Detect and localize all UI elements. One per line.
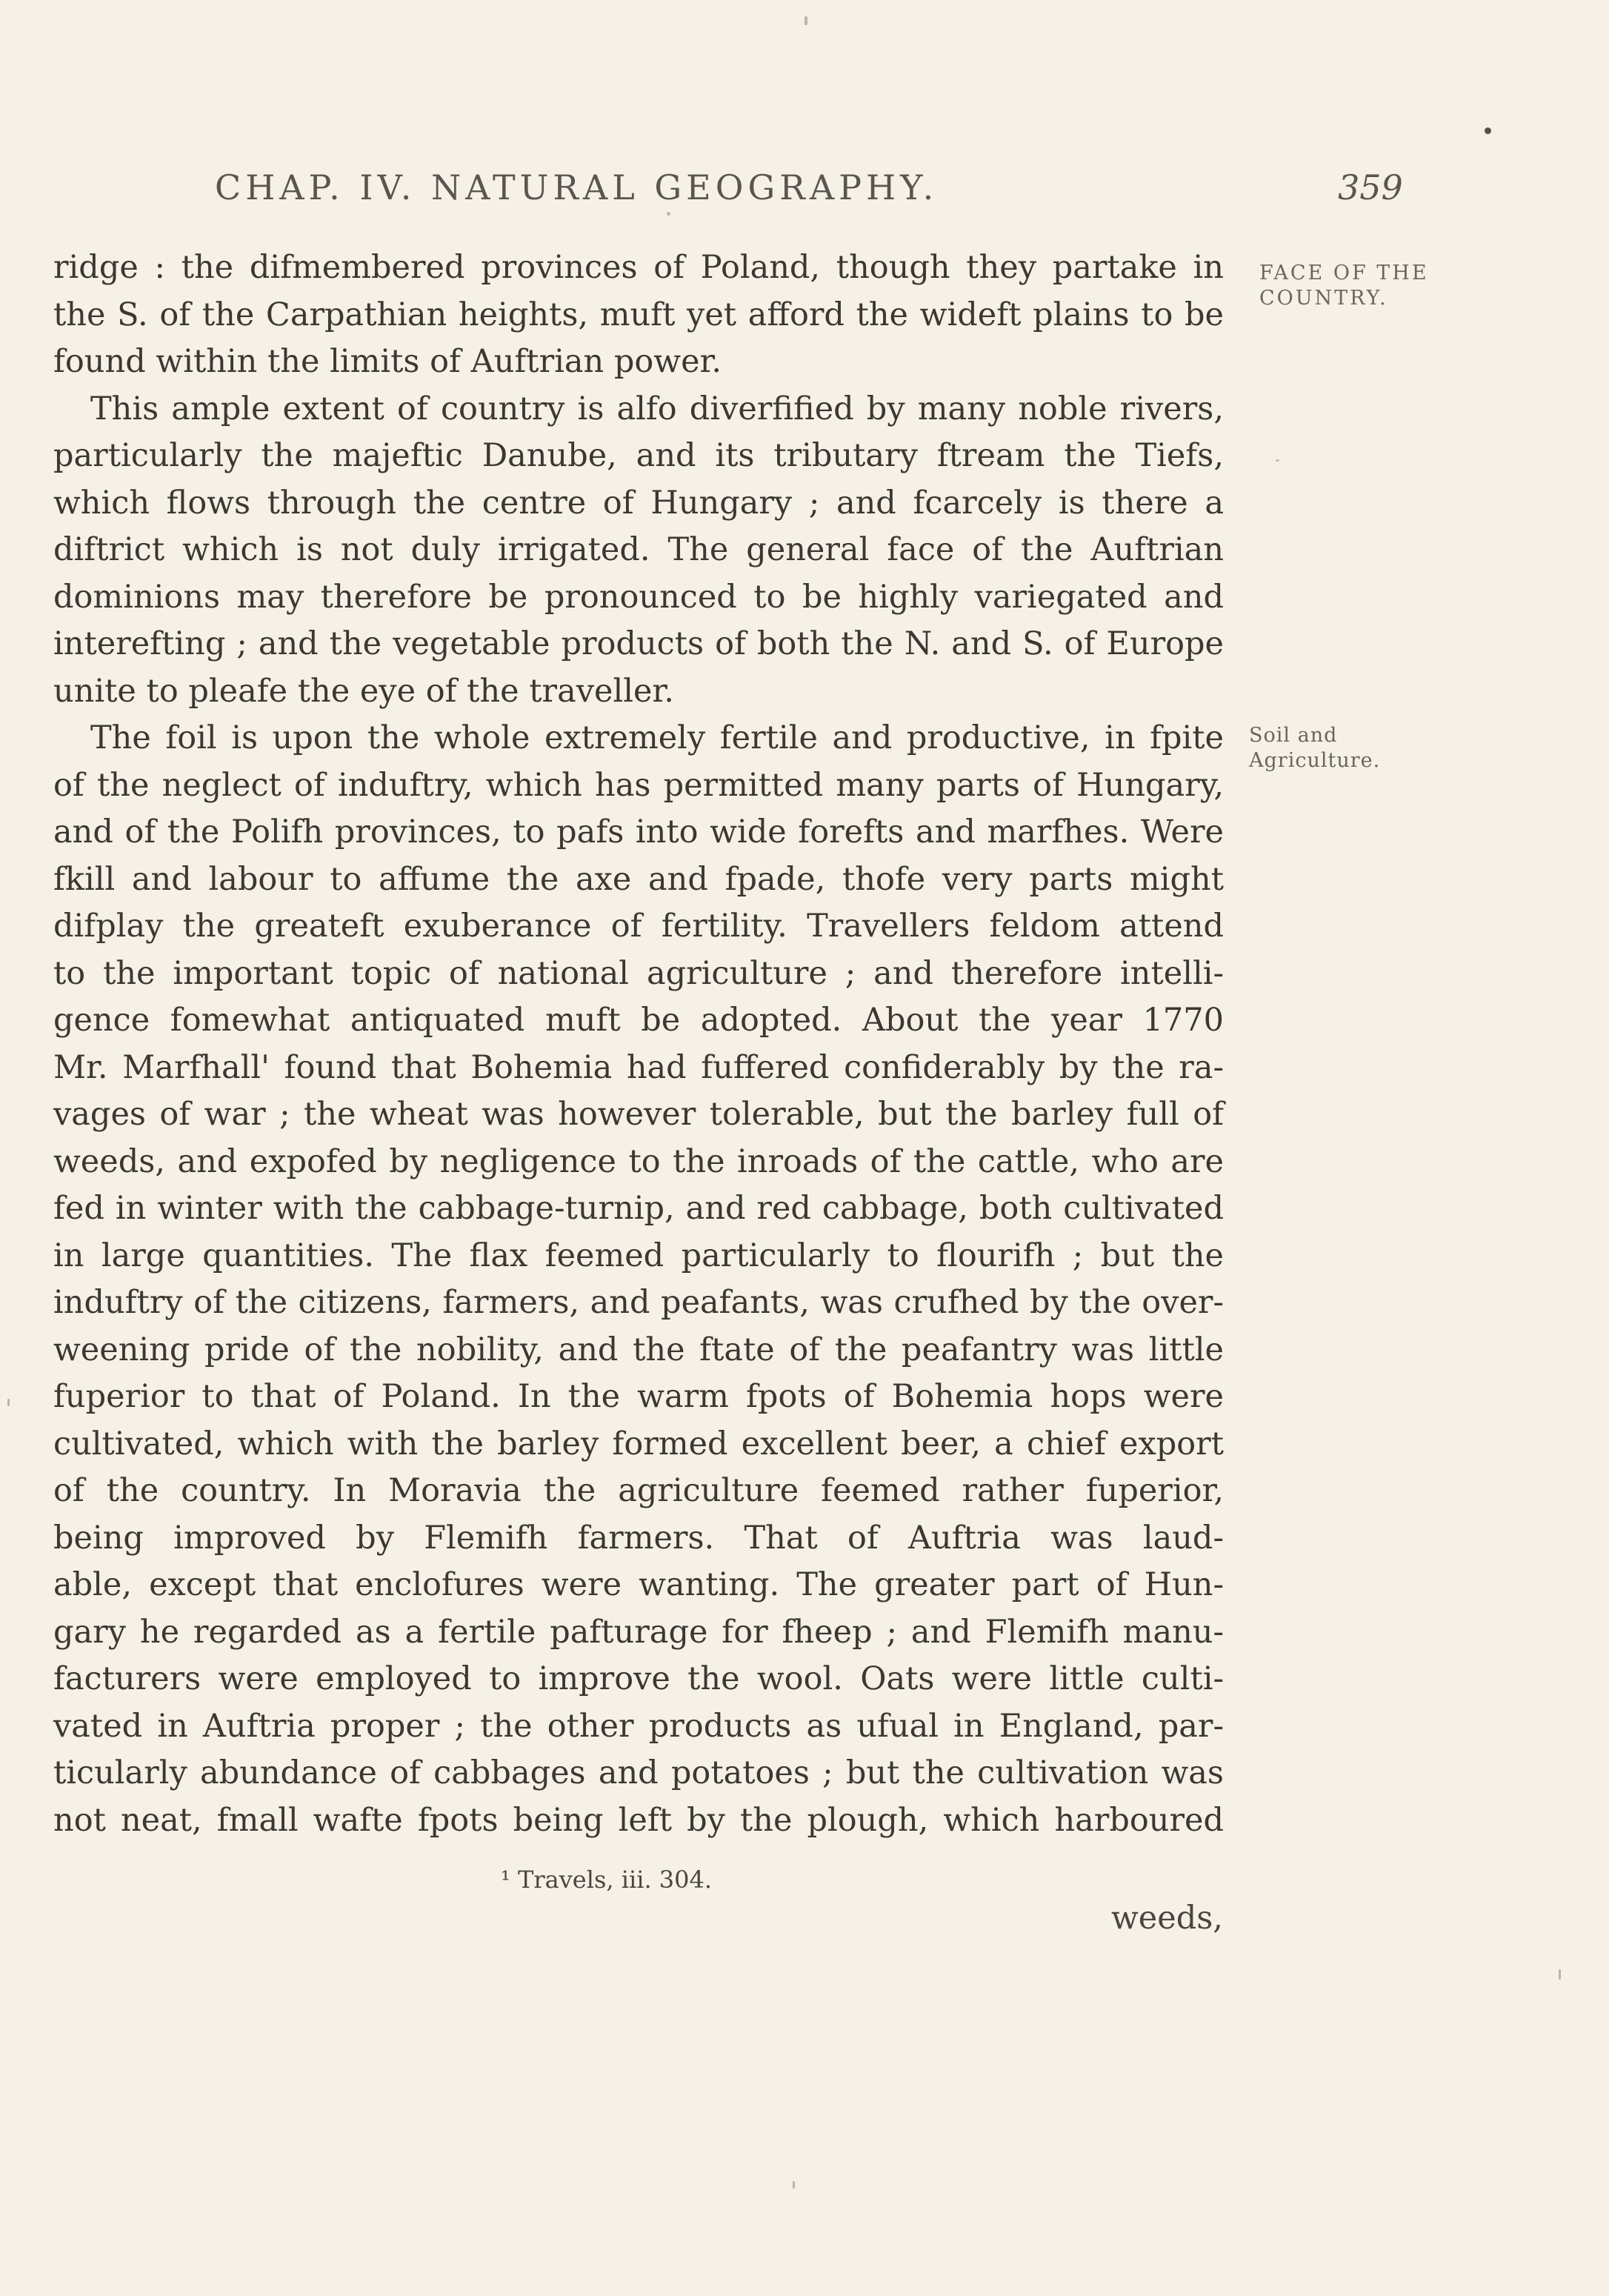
text-line: interefting ; and the vegetable products of both the N. and S. of Europe xyxy=(53,625,1224,662)
text-line: diftrict which is not duly irrigated. The general face of the Auftrian xyxy=(53,531,1224,568)
paper-speck xyxy=(7,1399,10,1406)
text-line: vated in Auftria proper ; the other products as ufual in England, par- xyxy=(53,1707,1224,1745)
text-line: Mr. Marfhall' found that Bohemia had fuffered confiderably by the ra- xyxy=(53,1048,1224,1086)
text-line: weeds, and expofed by negligence to the inroads of the cattle, who are xyxy=(53,1142,1224,1180)
text-line: vages of war ; the wheat was however tolerable, but the barley full of xyxy=(53,1096,1224,1133)
text-line: not neat, fmall wafte fpots being left by the plough, which harboured xyxy=(53,1801,1224,1839)
margin-note-line: Soil and xyxy=(1249,724,1338,747)
catchword: weeds, xyxy=(1111,1900,1223,1937)
text-line: ticularly abundance of cabbages and potatoes ; but the cultivation was xyxy=(53,1754,1224,1791)
paper-speck xyxy=(1276,459,1279,462)
running-head: CHAP. IV. NATURAL GEOGRAPHY. xyxy=(215,167,939,207)
paper-speck xyxy=(1485,127,1491,134)
text-line: the S. of the Carpathian heights, muft yet afford the wideft plains to be xyxy=(53,296,1224,333)
body-text xyxy=(53,244,1224,1844)
text-line: The foil is upon the whole extremely fertile and productive, in fpite xyxy=(90,719,1224,756)
text-line: difplay the greateft exuberance of fertility. Travellers feldom attend xyxy=(53,908,1224,945)
text-line: gence fomewhat antiquated muft be adopted. About the year 1770 xyxy=(53,1002,1224,1039)
margin-note-line: FACE OF THE xyxy=(1259,262,1429,284)
text-line: This ample extent of country is alfo diverfified by many noble rivers, xyxy=(90,390,1224,427)
margin-note-line: Agriculture. xyxy=(1249,749,1381,772)
text-line: fkill and labour to affume the axe and fpade, thofe very parts might xyxy=(53,860,1224,898)
text-line: of the neglect of induftry, which has permitted many parts of Hungary, xyxy=(53,766,1224,804)
paper-speck xyxy=(804,16,807,25)
text-line: found within the limits of Auftrian power. xyxy=(53,343,722,380)
text-line: able, except that enclofures were wanting. The greater part of Hun- xyxy=(53,1566,1224,1603)
margin-note-soil-agriculture xyxy=(1249,723,1380,773)
text-line: in large quantities. The flax feemed particularly to flourifh ; but the xyxy=(53,1237,1224,1274)
text-line: being improved by Flemifh farmers. That of Auftria was laud- xyxy=(53,1519,1224,1557)
footnote: ¹ Travels, iii. 304. xyxy=(501,1866,713,1894)
paper-speck xyxy=(1559,1969,1561,1980)
text-line: facturers were employed to improve the wool. Oats were little culti- xyxy=(53,1660,1224,1697)
paper-speck xyxy=(793,2181,795,2189)
text-line: to the important topic of national agriculture ; and therefore intelli- xyxy=(53,954,1224,992)
margin-note-line: COUNTRY. xyxy=(1259,287,1388,310)
text-line: of the country. In Moravia the agriculture feemed rather fuperior, xyxy=(53,1472,1224,1509)
text-line: particularly the majeftic Danube, and its tributary ftream the Tiefs, xyxy=(53,437,1224,474)
text-line: induftry of the citizens, farmers, and peafants, was crufhed by the over- xyxy=(53,1284,1224,1321)
text-line: cultivated, which with the barley formed excellent beer, a chief export xyxy=(53,1425,1224,1463)
text-line: fed in winter with the cabbage-turnip, and red cabbage, both cultivated xyxy=(53,1190,1224,1227)
text-line: gary he regarded as a fertile pafturage for fheep ; and Flemifh manu- xyxy=(53,1613,1224,1651)
text-line: weening pride of the nobility, and the ftate of the peafantry was little xyxy=(53,1331,1224,1368)
text-line: unite to pleafe the eye of the traveller. xyxy=(53,672,674,710)
text-line: and of the Polifh provinces, to pafs into wide forefts and marfhes. Were xyxy=(53,813,1224,851)
text-line: fuperior to that of Poland. In the warm fpots of Bohemia hops were xyxy=(53,1378,1224,1415)
paper-speck xyxy=(667,212,670,216)
margin-note-face-of-country xyxy=(1259,261,1429,311)
text-line: dominions may therefore be pronounced to be highly variegated and xyxy=(53,578,1224,616)
text-line: ridge : the difmembered provinces of Poland, though they partake in xyxy=(53,249,1224,286)
text-line: which flows through the centre of Hungary ; and fcarcely is there a xyxy=(53,484,1224,522)
page-number: 359 xyxy=(1338,167,1403,207)
